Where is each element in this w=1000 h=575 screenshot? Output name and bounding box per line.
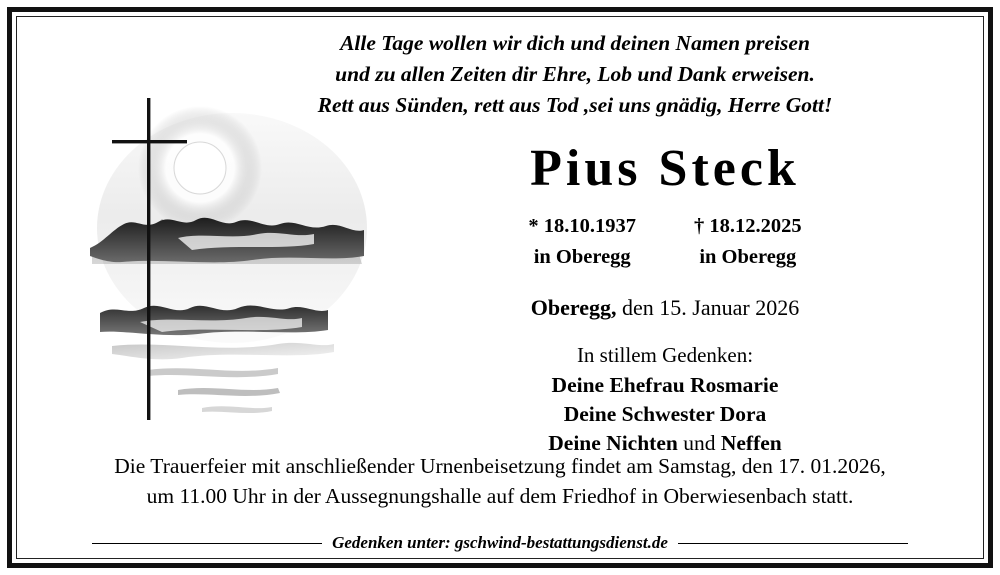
relative-line-2: Deine Schwester Dora bbox=[563, 401, 767, 426]
relative-conjunction: und bbox=[677, 431, 721, 456]
birth-symbol: * bbox=[528, 215, 539, 238]
footer-rule-right bbox=[678, 543, 908, 544]
deceased-name: Pius Steck bbox=[530, 140, 800, 197]
announcement-place-date bbox=[352, 295, 978, 321]
death-place: in Oberegg bbox=[699, 245, 797, 268]
relative-line-1: Deine Ehefrau Rosmarie bbox=[551, 372, 779, 397]
memory-intro: In stillem Gedenken: bbox=[576, 342, 754, 367]
verse-line-1: Alle Tage wollen wir dich und deinen Namen preisen bbox=[340, 31, 810, 55]
birth-date: 18.10.1937 bbox=[543, 215, 636, 238]
death-block bbox=[694, 211, 802, 273]
death-date-line bbox=[694, 211, 802, 242]
relative-neffen: Neffen bbox=[720, 431, 782, 456]
birth-block bbox=[528, 211, 636, 273]
verse-line-2: und zu allen Zeiten dir Ehre, Lob und Dank erweisen. bbox=[335, 62, 815, 87]
birth-place: in Oberegg bbox=[533, 245, 631, 268]
footer-link-text[interactable]: Gedenken unter: gschwind-bestattungsdienst.de bbox=[332, 533, 668, 552]
footer-rule-left bbox=[92, 543, 322, 544]
birth-date-line bbox=[528, 211, 636, 242]
ceremony-details bbox=[22, 452, 978, 511]
surviving-relatives bbox=[352, 371, 978, 459]
relative-nichten: Deine Nichten bbox=[548, 431, 678, 456]
footer bbox=[22, 533, 978, 553]
death-date: 18.12.2025 bbox=[709, 215, 802, 238]
announcement-place: Oberegg, bbox=[530, 294, 617, 320]
announcement-date: den 15. Januar 2026 bbox=[616, 294, 800, 320]
ceremony-line-2: um 11.00 Uhr in der Aussegnungshalle auf dem Friedhof in Oberwiesenbach statt. bbox=[146, 483, 854, 508]
death-symbol: † bbox=[694, 215, 705, 238]
life-dates bbox=[352, 211, 978, 273]
verse-line-3: Rett aus Sünden, rett aus Tod ,sei uns gnädig, Herre Gott! bbox=[317, 93, 833, 118]
deceased-details bbox=[352, 130, 978, 458]
cross-and-mountain-landscape-illustration bbox=[82, 78, 372, 428]
ceremony-line-1: Die Trauerfeier mit anschließender Urnenbeisetzung findet am Samstag, den 17. 01.2026, bbox=[114, 454, 886, 478]
notice-content bbox=[22, 20, 978, 555]
